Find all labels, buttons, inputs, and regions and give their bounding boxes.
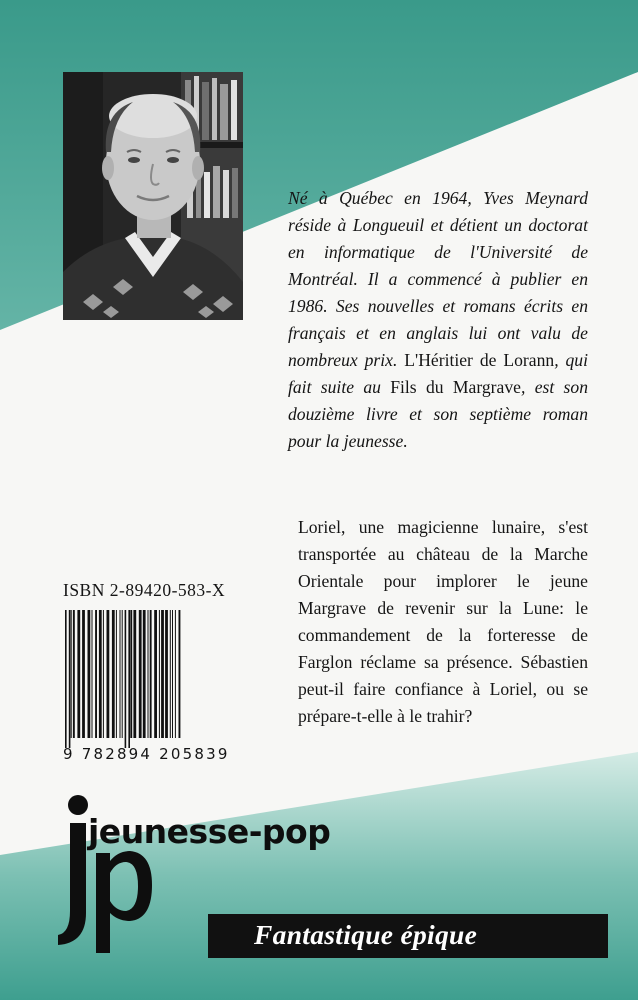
book-synopsis: Loriel, une magicienne lunaire, s'est transportée au château de la Marche Orientale pour implorer le jeune Margrave de revenir sur la Lune: le commandement de la forteresse de Farglon réclame sa présence. Sébastien peut-il faire confiance à Loriel, ou se prépare-t-elle à le trahir?: [298, 517, 588, 726]
barcode-bar: [116, 610, 117, 738]
barcode-bar: [154, 610, 157, 738]
isbn-label: ISBN 2-89420-583-X: [63, 580, 226, 600]
barcode-bar: [161, 610, 164, 738]
barcode-bar: [128, 610, 130, 748]
barcode-bar: [88, 610, 91, 738]
publisher-monogram-logo: [58, 793, 153, 953]
barcode-bar: [143, 610, 146, 738]
genre-banner: [208, 914, 608, 958]
barcode-bar: [103, 610, 104, 738]
barcode-bar: [92, 610, 93, 738]
isbn-barcode: [63, 610, 248, 750]
barcode-bar: [130, 610, 132, 738]
barcode-bar: [159, 610, 160, 738]
barcode-bar: [172, 610, 173, 738]
barcode-bar: [65, 610, 67, 748]
barcode-bar: [179, 610, 181, 738]
barcode-bar: [95, 610, 97, 738]
barcode-bar: [170, 610, 171, 738]
barcode-bar: [107, 610, 110, 738]
barcode-bar: [139, 610, 142, 738]
barcode-bar: [77, 610, 80, 738]
barcode-bar: [71, 610, 72, 738]
bio-italic-text: , est son douzième livre et son septième roman pour la jeunesse.: [288, 377, 588, 451]
bio-book-title: L'Héritier de Lorann: [404, 350, 555, 370]
bio-book-title: Fils du Margrave: [390, 377, 521, 397]
barcode-bar: [125, 610, 127, 748]
barcode-bar: [120, 610, 121, 738]
barcode-bar: [122, 610, 123, 738]
barcode-bar: [165, 610, 168, 738]
barcode-bar: [99, 610, 102, 738]
barcode-bar: [175, 610, 176, 738]
barcode-number: 9 782894 205839: [63, 745, 230, 763]
barcode-bar: [150, 610, 152, 738]
barcode-bar: [73, 610, 75, 738]
bio-italic-text: , qui fait suite au: [288, 350, 588, 397]
barcode-bar: [148, 610, 149, 738]
author-photo: [63, 72, 243, 320]
barcode-bar: [112, 610, 115, 738]
publisher-wordmark: jeunesse-pop: [88, 812, 331, 851]
genre-label: Fantastique épique: [254, 919, 478, 950]
bio-italic-text: Né à Québec en 1964, Yves Meynard réside à Longueuil et détient un doctorat en informatique de l'Université de Montréal. Il a commencé à publier en 1986. Ses nouvelles et romans écrits en français et en anglais lui ont valu de nombreux prix.: [288, 188, 588, 370]
barcode-bar: [69, 610, 71, 748]
author-biography: [288, 185, 588, 455]
barcode-bar: [133, 610, 136, 738]
barcode-bar: [82, 610, 85, 738]
